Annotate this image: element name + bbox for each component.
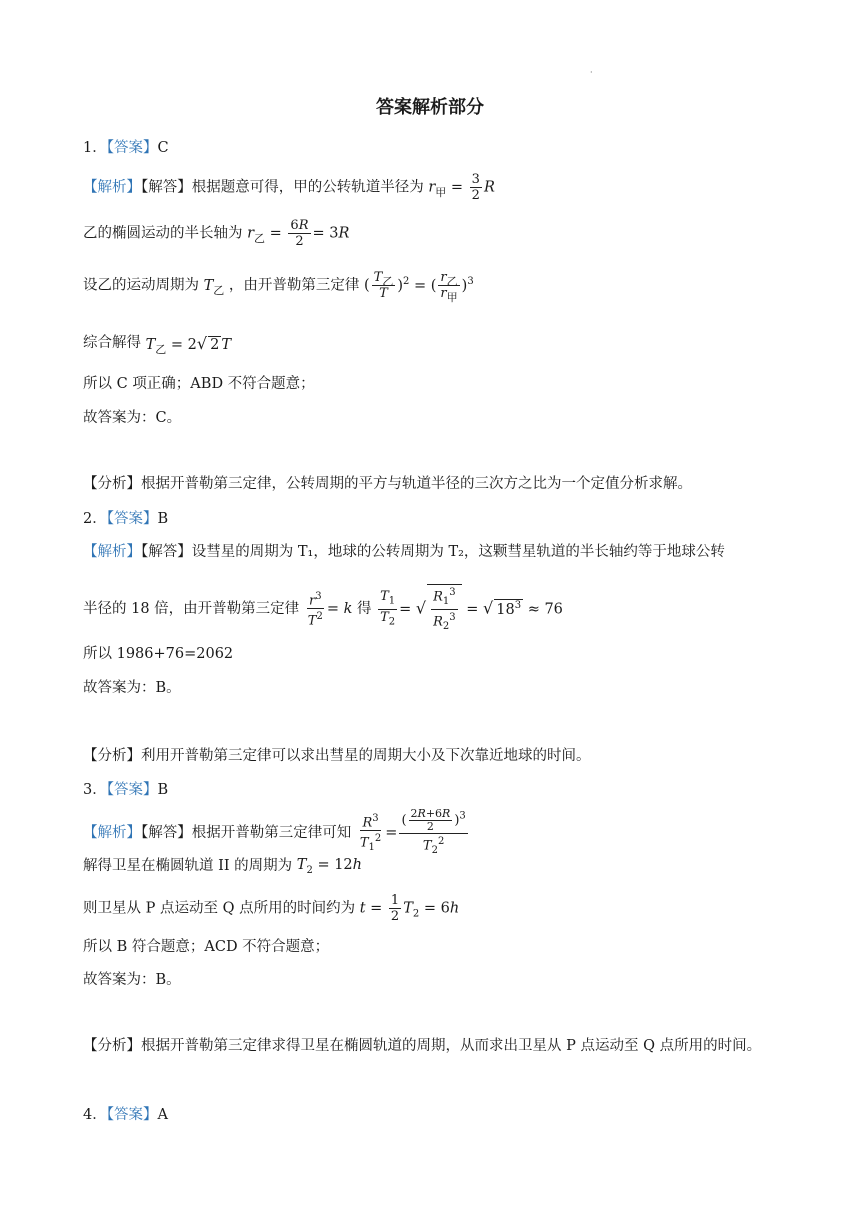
q3-final: 故答案为：B。: [83, 972, 181, 988]
q1-answer-tag: 【答案】: [106, 140, 158, 156]
q3-conclusion: 所以 B 符合题意；ACD 不符合题意；: [83, 939, 330, 955]
q1-solve-tag: 【解答】: [141, 179, 192, 196]
q3-answer-line: [83, 778, 168, 799]
q1-comment-line: [83, 472, 692, 493]
q3-time-text: 则卫星从 P 点运动至 Q 点所用的时间约为: [83, 900, 356, 917]
q3-number: 3．: [83, 782, 107, 798]
q3-formula-kepler: $\frac{R^3}{T_1^2}$ = ( $\frac{2R+6R}{2}$ )$^3$ $T_2^2$: [359, 807, 466, 856]
q1-comment: 根据开普勒第三定律，公转周期的平方与轨道半径的三次方之比为一个定值分析求解。: [141, 476, 692, 492]
q1-kepler-line: [83, 270, 474, 304]
q1-period-text: 设乙的运动周期为: [83, 277, 199, 294]
q2-solve-tag: 【解答】: [141, 544, 192, 560]
q2-calc: 所以 1986+76=2062: [83, 646, 234, 662]
header-dot: ·: [590, 68, 593, 77]
q2-number: 2．: [83, 511, 107, 527]
q2-comment-line: [83, 744, 591, 765]
q1-solve-line: [83, 172, 495, 203]
q4-answer-line: [83, 1103, 168, 1124]
q1-conclusion: 所以 C 项正确；ABD 不符合题意；: [83, 376, 315, 392]
q1-result-text: 综合解得: [83, 335, 141, 351]
q1-formula-r-yi: $r_乙$ = $\frac{6R}{2}$ = 3R: [247, 218, 350, 249]
q3-comment-line: [83, 1028, 783, 1064]
q2-solve-text2: 半径的 18 倍，由开普勒第三定律: [83, 600, 300, 617]
q3-time-line: [83, 893, 459, 924]
q2-comment: 利用开普勒第三定律可以求出彗星的周期大小及下次靠近地球的时间。: [141, 748, 591, 764]
q1-formula-result: $T_乙 = 2√$ 2 T: [145, 333, 231, 356]
q2-kepler-line: [83, 584, 563, 634]
q1-kepler-text: ，由开普勒第三定律: [228, 277, 360, 294]
q2-formula-ratio: $\frac{T_1}{T_2}$ = √ $\frac{R_1^3}{R_2^3}$ = √ $18^3 \approx 76$: [376, 584, 563, 634]
q1-formula-t-yi: $T_乙$: [203, 277, 225, 297]
q1-number: 1．: [83, 140, 107, 156]
q1-comment-tag: 【分析】: [83, 476, 141, 492]
q2-formula-kepler: $\frac{r^3}{T^2}$ = k: [307, 591, 353, 629]
q2-answer-tag: 【答案】: [106, 511, 158, 527]
q2-analysis-tag: 【解析】: [83, 544, 141, 560]
q1-analysis-tag: 【解析】: [83, 179, 141, 196]
q3-solve-line: [83, 808, 470, 858]
q1-answer-line: [83, 136, 169, 157]
q3-solve-text: 根据开普勒第三定律可知: [191, 824, 352, 841]
q1-formula-kepler: ( $\frac{T_乙}{T}$ )$^2$ = ( $\frac{r_乙}{r_甲}$ )$^3$: [364, 270, 474, 304]
q3-answer: B: [157, 782, 169, 798]
q2-solve-text: 设彗星的周期为 T₁，地球的公转周期为 T₂，这颗彗星轨道的半长轴约等于地球公转: [191, 544, 725, 560]
q3-period-text: 解得卫星在椭圆轨道 II 的周期为: [83, 858, 293, 874]
q3-solve-tag: 【解答】: [141, 824, 192, 841]
page-title: 答案解析部分: [376, 97, 484, 118]
q2-get: 得: [357, 600, 372, 617]
q3-formula-t2: $T_2 = 12h$: [296, 856, 363, 876]
q2-final: 故答案为：B。: [83, 680, 181, 696]
q2-answer-line: [83, 507, 168, 528]
q1-final: 故答案为：C。: [83, 410, 182, 426]
q1-formula-r-jia: $r_甲$ = $\frac{3}{2}$ R: [428, 172, 495, 203]
q4-number: 4．: [83, 1107, 107, 1123]
q3-period-line: [83, 854, 362, 875]
q3-comment: 根据开普勒第三定律求得卫星在椭圆轨道的周期，从而求出卫星从 P 点运动至 Q 点所用的时间。: [141, 1038, 762, 1054]
q2-solve-line: [83, 540, 725, 561]
q2-comment-tag: 【分析】: [83, 748, 141, 764]
q1-semi-axis-text: 乙的椭圆运动的半长轴为: [83, 225, 243, 242]
q1-answer: C: [157, 140, 169, 156]
q4-answer: A: [157, 1107, 168, 1123]
q3-formula-time: t = $\frac{1}{2}$ $T_2 = 6h$: [359, 893, 460, 924]
q3-analysis-tag: 【解析】: [83, 824, 141, 841]
q4-answer-tag: 【答案】: [106, 1107, 158, 1123]
q2-answer: B: [157, 511, 169, 527]
q1-solve-text: 根据题意可得，甲的公转轨道半径为: [191, 179, 424, 196]
q1-semi-axis-line: [83, 218, 349, 249]
q3-answer-tag: 【答案】: [106, 782, 158, 798]
q3-comment-tag: 【分析】: [83, 1038, 141, 1054]
q1-result-line: [83, 331, 231, 356]
